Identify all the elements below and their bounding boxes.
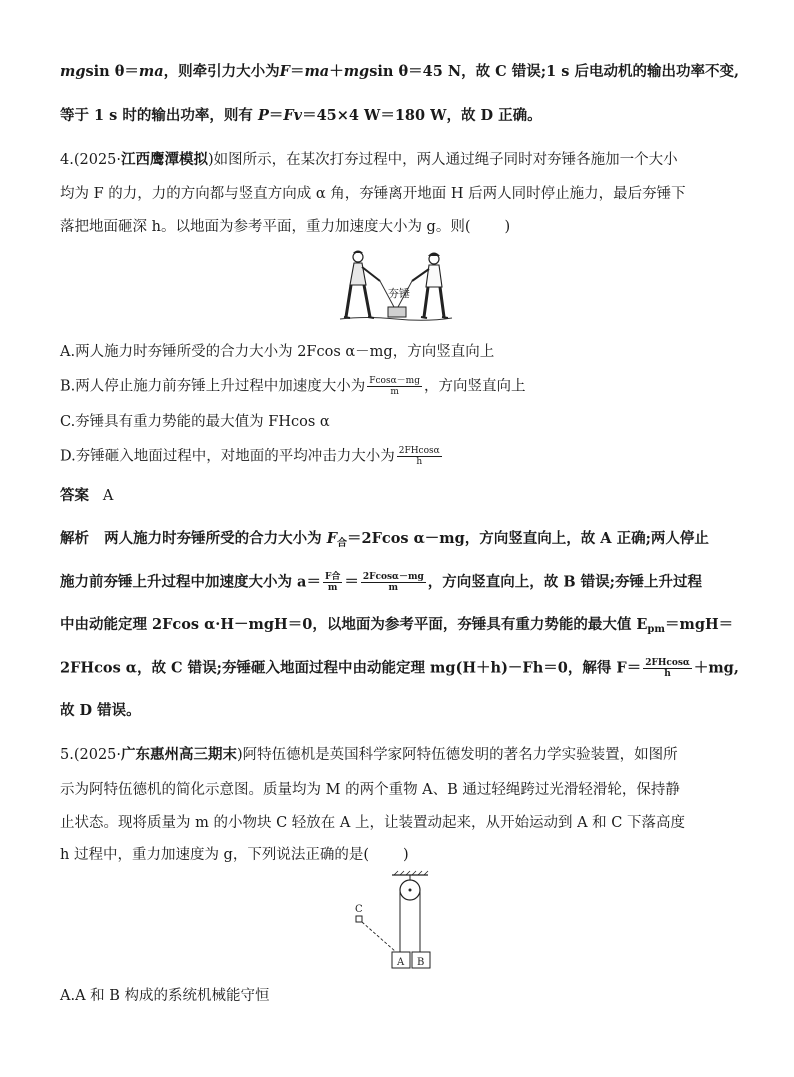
text: A.A 和 B 构成的系统机械能守恒 bbox=[60, 988, 270, 1004]
block-c-label: C bbox=[355, 904, 363, 915]
text: mg bbox=[343, 63, 370, 80]
question-source: 广东惠州高三期末 bbox=[121, 746, 238, 763]
text: 止状态。现将质量为 m 的小物块 C 轻放在 A 上，让装置动起来，从开始运动到 A 和 C 下落高度 bbox=[60, 815, 685, 831]
atwood-machine-figure bbox=[350, 870, 440, 970]
q5-stem-line-3 bbox=[60, 813, 736, 833]
analysis-label: 解析 bbox=[60, 530, 89, 547]
text: ) bbox=[504, 219, 511, 235]
q5-stem-line-1 bbox=[60, 745, 736, 765]
text: ＝ bbox=[344, 573, 359, 591]
q4-analysis-line-4 bbox=[60, 658, 739, 679]
q5-option-a bbox=[60, 986, 736, 1006]
text: 两人施力时夯锤所受的合力大小为 bbox=[104, 530, 327, 547]
text: ma bbox=[138, 63, 164, 80]
text: ＝ bbox=[289, 63, 305, 80]
prev-solution-line-1 bbox=[60, 62, 740, 82]
text: 故 D 错误。 bbox=[60, 702, 141, 719]
rammer-figure bbox=[336, 247, 456, 327]
q4-analysis-line-5 bbox=[60, 701, 736, 721]
q5-stem-line-2 bbox=[60, 780, 736, 800]
text: ＋mg, bbox=[693, 659, 739, 677]
text: 施力前夯锤上升过程中加速度大小为 a＝ bbox=[60, 573, 321, 591]
text: )如图所示，在某次打夯过程中，两人通过绳子同时对夯锤各施加一个大小 bbox=[208, 152, 678, 168]
text: C.夯锤具有重力势能的最大值为 FHcos α bbox=[60, 414, 330, 430]
numerator: 2FHcosα bbox=[398, 446, 440, 456]
text: sin θ＝ bbox=[85, 63, 139, 80]
fraction bbox=[323, 572, 342, 593]
text: F bbox=[326, 530, 337, 547]
text: Fv bbox=[283, 107, 303, 124]
q5-stem-line-4 bbox=[60, 845, 736, 865]
block-b-label: B bbox=[417, 957, 425, 968]
text: ) bbox=[403, 847, 409, 863]
text: B.两人停止施力前夯锤上升过程中加速度大小为 bbox=[60, 378, 366, 395]
text: D.夯锤砸入地面过程中，对地面的平均冲击力大小为 bbox=[60, 448, 395, 465]
q4-option-a bbox=[60, 342, 736, 362]
q4-stem-line-3 bbox=[60, 217, 736, 237]
fraction bbox=[397, 446, 442, 467]
question-number: 4.(2025· bbox=[60, 152, 122, 168]
text: 均为 F 的力，力的方向都与竖直方向成 α 角，夯锤离开地面 H 后两人同时停止施力，最后夯锤下 bbox=[60, 186, 686, 202]
text: P bbox=[257, 107, 269, 124]
text: ma bbox=[304, 63, 330, 80]
text: sin θ＝45 N，故 C 错误;1 s 后电动机的输出功率不变, bbox=[369, 63, 740, 80]
subscript: pm bbox=[647, 624, 665, 635]
q4-answer bbox=[60, 486, 736, 506]
text: )阿特伍德机是英国科学家阿特伍德发明的著名力学实验装置，如图所 bbox=[237, 747, 678, 763]
q4-analysis-line-2 bbox=[60, 572, 736, 593]
question-source: 江西鹰潭模拟 bbox=[121, 151, 209, 168]
text: ＝45×4 W＝180 W，故 D 正确。 bbox=[302, 107, 542, 124]
text: A.两人施力时夯锤所受的合力大小为 2Fcos α－mg，方向竖直向上 bbox=[60, 344, 495, 360]
numerator: 2Fcosα－mg bbox=[362, 572, 424, 582]
block-a-label: A bbox=[397, 957, 405, 968]
text: 落把地面砸深 h。以地面为参考平面，重力加速度大小为 g。则( bbox=[60, 219, 471, 235]
text: ，方向竖直向上，故 B 错误;夯锤上升过程 bbox=[427, 573, 702, 591]
denominator: m bbox=[327, 583, 338, 593]
denominator: m bbox=[388, 583, 399, 593]
question-number: 5.(2025· bbox=[60, 747, 122, 763]
text: ，则牵引力大小为 bbox=[163, 63, 280, 80]
fraction bbox=[643, 658, 692, 679]
q4-analysis-line-1 bbox=[60, 529, 736, 554]
text: 2FHcos α，故 C 错误;夯锤砸入地面过程中由动能定理 mg(H＋h)－Fh＝0，解得 F＝ bbox=[60, 659, 642, 677]
prev-solution-line-2 bbox=[60, 106, 736, 126]
answer-label: 答案 bbox=[60, 487, 89, 504]
answer-value: A bbox=[102, 488, 114, 504]
q4-option-c bbox=[60, 412, 736, 432]
numerator: 2FHcosα bbox=[645, 658, 690, 668]
text: ＋ bbox=[329, 63, 344, 80]
text: h 过程中，重力加速度为 g，下列说法正确的是( bbox=[60, 847, 369, 863]
text: ，方向竖直向上 bbox=[423, 378, 526, 395]
text: mg bbox=[60, 63, 86, 80]
numerator: Fcosα－mg bbox=[369, 376, 420, 386]
q4-stem-line-1 bbox=[60, 150, 736, 170]
q4-option-b bbox=[60, 376, 736, 397]
q4-analysis-line-3 bbox=[60, 615, 736, 640]
text: ＝ bbox=[268, 107, 284, 124]
q4-stem-line-2 bbox=[60, 184, 736, 204]
denominator: h bbox=[416, 457, 423, 467]
denominator: m bbox=[390, 387, 399, 397]
subscript: 合 bbox=[337, 538, 347, 549]
fraction bbox=[361, 572, 426, 593]
numerator: F合 bbox=[324, 572, 341, 582]
q4-option-d bbox=[60, 446, 736, 467]
text: ＝2Fcos α－mg，方向竖直向上，故 A 正确;两人停止 bbox=[347, 530, 709, 547]
fraction bbox=[367, 376, 422, 397]
text: 中由动能定理 2Fcos α·H－mgH＝0，以地面为参考平面，夯锤具有重力势能的最大值 E bbox=[60, 616, 648, 633]
denominator: h bbox=[664, 669, 671, 679]
text: ＝mgH＝ bbox=[665, 616, 734, 633]
text: 示为阿特伍德机的简化示意图。质量均为 M 的两个重物 A、B 通过轻绳跨过光滑轻滑轮，保持静 bbox=[60, 782, 680, 798]
text: 等于 1 s 时的输出功率，则有 bbox=[60, 107, 258, 124]
rammer-label: 夯锤 bbox=[388, 287, 410, 300]
text: F bbox=[279, 63, 290, 80]
